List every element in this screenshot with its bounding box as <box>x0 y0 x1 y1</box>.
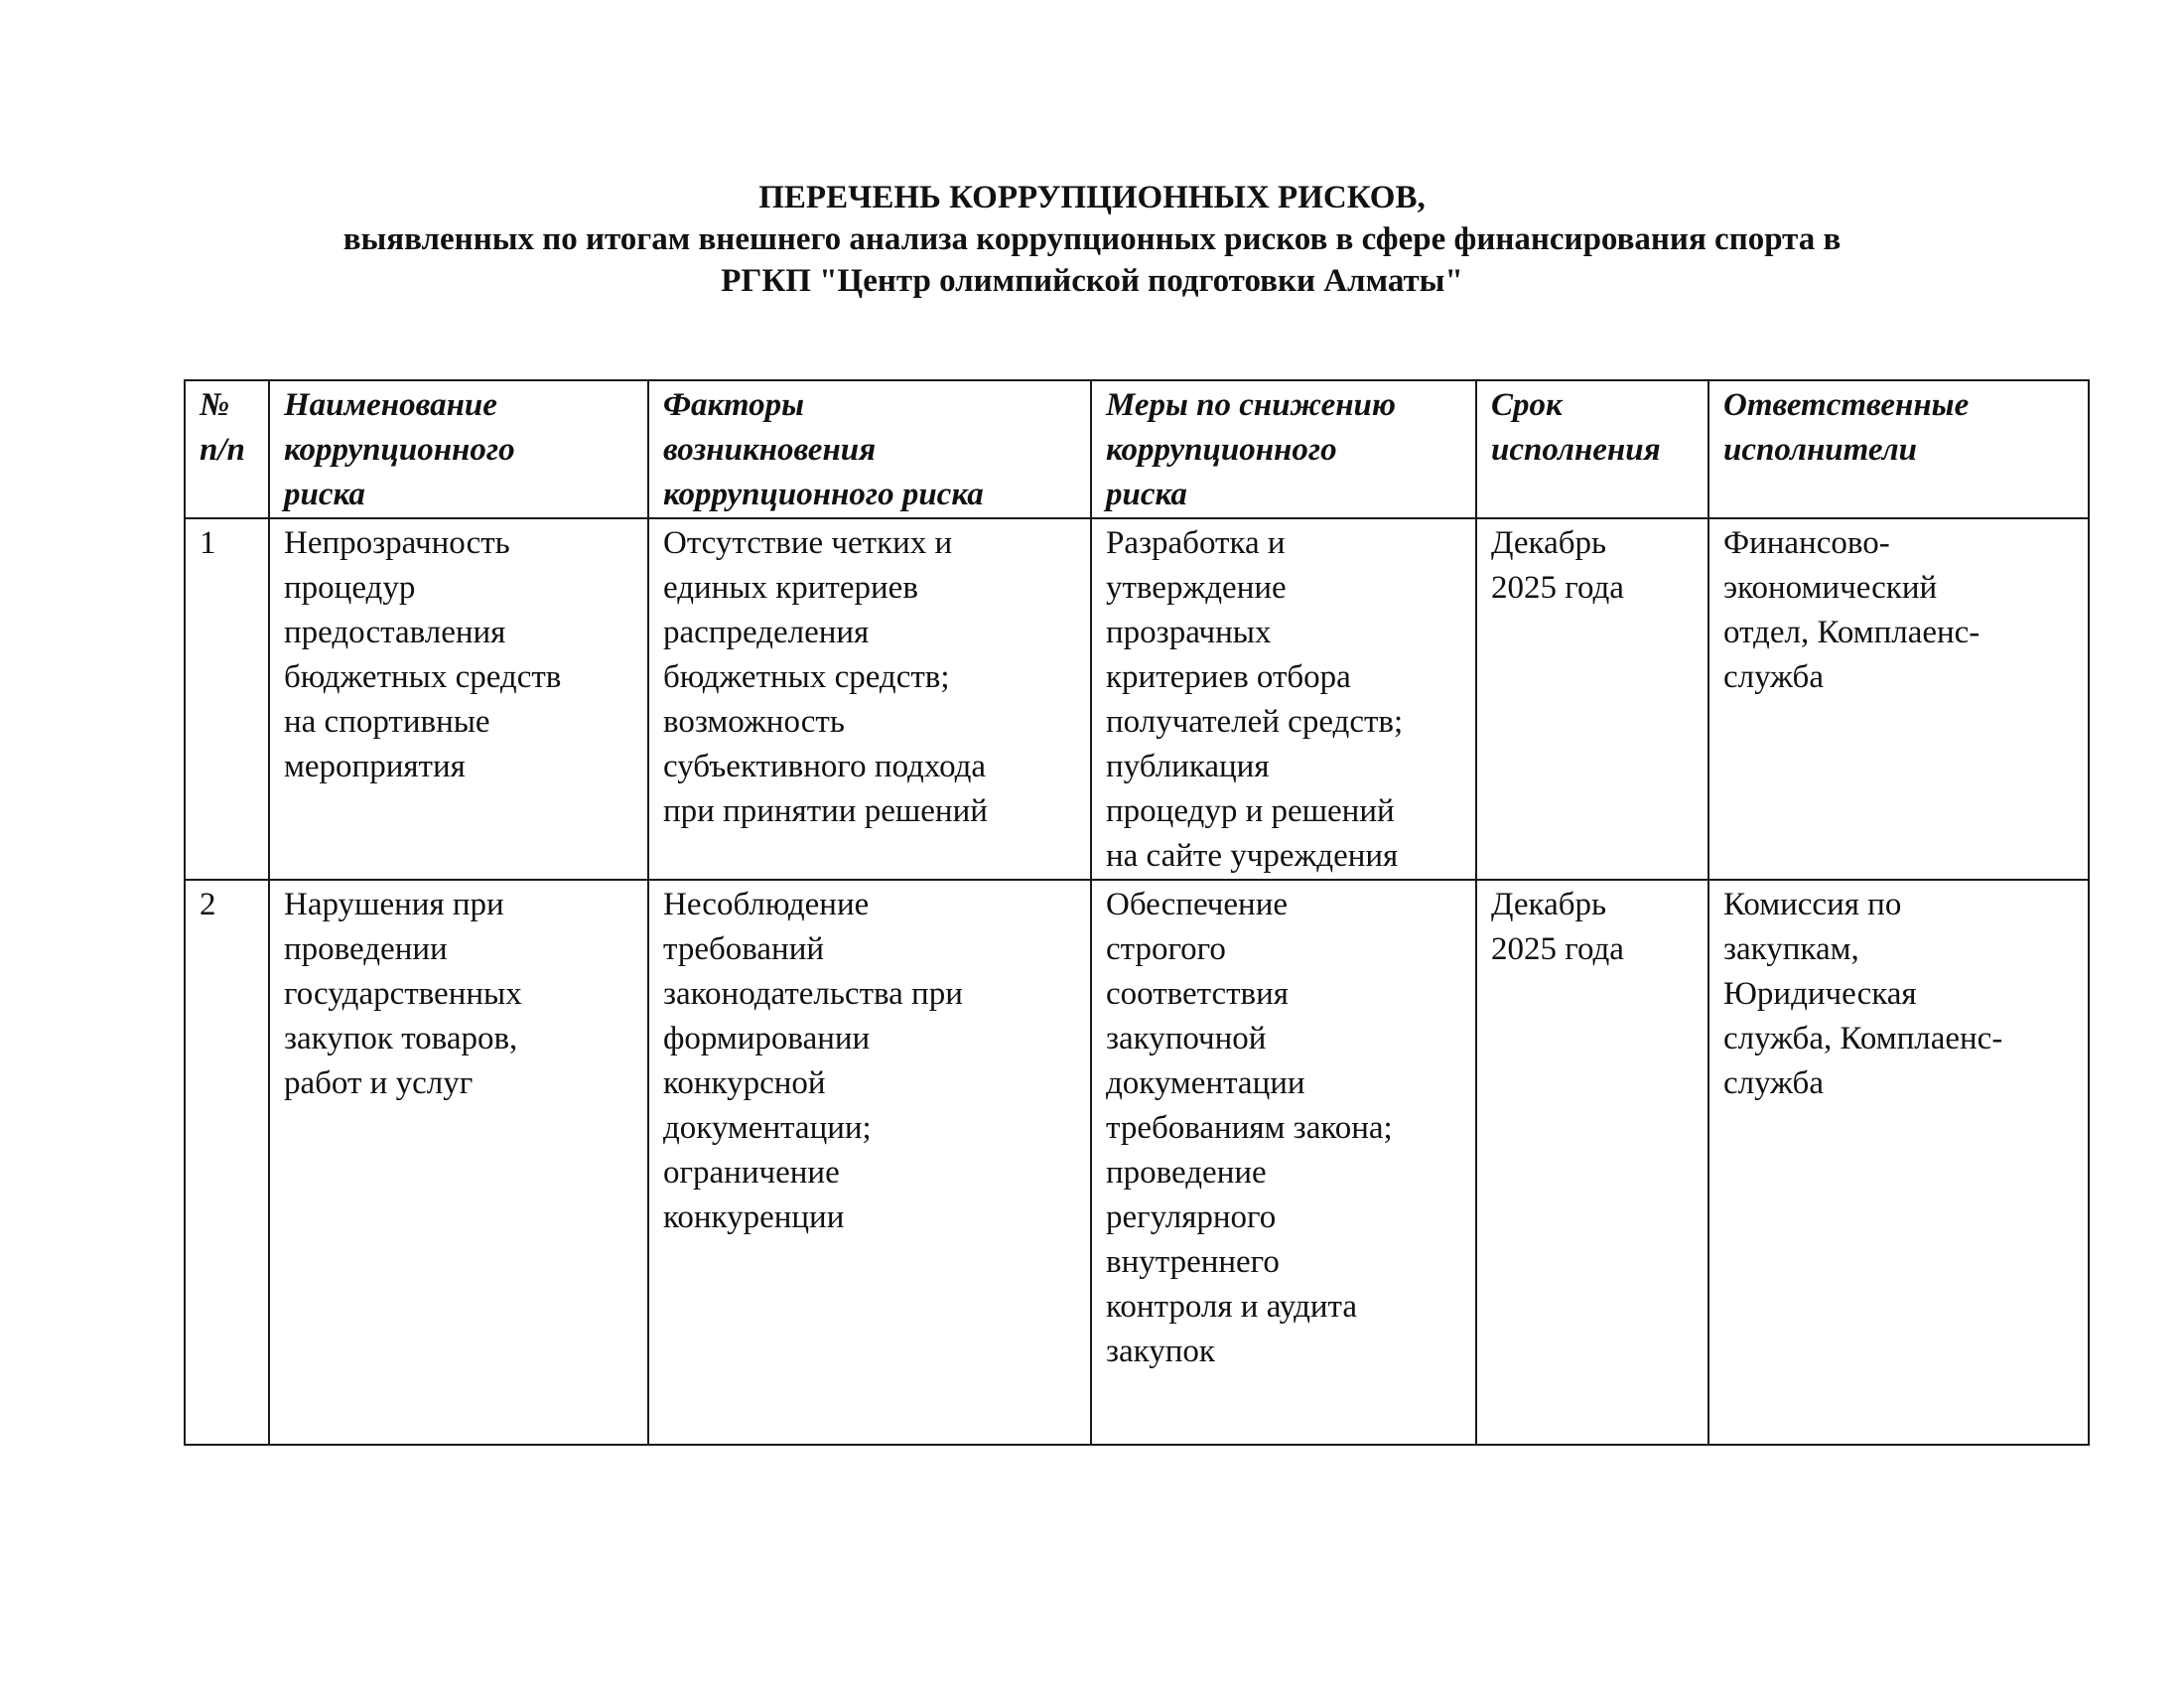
title-line-3: РГКП "Центр олимпийской подготовки Алматы" <box>721 263 1463 299</box>
header-measures: Меры по снижению коррупционного риска <box>1091 380 1476 518</box>
table-row <box>185 880 2089 1445</box>
header-number: № п/п <box>185 380 269 518</box>
risk-table <box>184 379 2090 1446</box>
cell-measures: Обеспечение строгого соответствия закупочной документации требованиям закона; проведение регулярного внутреннего контроля и аудита закупок <box>1091 880 1476 1445</box>
cell-deadline: Декабрь 2025 года <box>1476 880 1708 1445</box>
document-title <box>0 177 2184 302</box>
cell-deadline: Декабрь 2025 года <box>1476 518 1708 880</box>
header-deadline: Срок исполнения <box>1476 380 1708 518</box>
cell-risk-name: Непрозрачность процедур предоставления бюджетных средств на спортивные мероприятия <box>269 518 648 880</box>
title-line-1: ПЕРЕЧЕНЬ КОРРУПЦИОННЫХ РИСКОВ, <box>758 180 1426 215</box>
title-line-2: выявленных по итогам внешнего анализа коррупционных рисков в сфере финансирования спорта в <box>342 221 1842 257</box>
cell-risk-name: Нарушения при проведении государственных закупок товаров, работ и услуг <box>269 880 648 1445</box>
header-responsible: Ответственные исполнители <box>1708 380 2089 518</box>
table-header-row <box>185 380 2089 518</box>
header-risk-name: Наименование коррупционного риска <box>269 380 648 518</box>
cell-risk-factors: Несоблюдение требований законодательства при формировании конкурсной документации; ограничение конкуренции <box>648 880 1091 1445</box>
header-risk-factors: Факторы возникновения коррупционного риска <box>648 380 1091 518</box>
cell-measures: Разработка и утверждение прозрачных критериев отбора получателей средств; публикация процедур и решений на сайте учреждения <box>1091 518 1476 880</box>
cell-risk-factors: Отсутствие четких и единых критериев распределения бюджетных средств; возможность субъективного подхода при принятии решений <box>648 518 1091 880</box>
cell-number: 1 <box>185 518 269 880</box>
cell-responsible: Комиссия по закупкам, Юридическая служба, Комплаенс- служба <box>1708 880 2089 1445</box>
cell-responsible: Финансово- экономический отдел, Комплаенс- служба <box>1708 518 2089 880</box>
table-row <box>185 518 2089 880</box>
cell-number: 2 <box>185 880 269 1445</box>
